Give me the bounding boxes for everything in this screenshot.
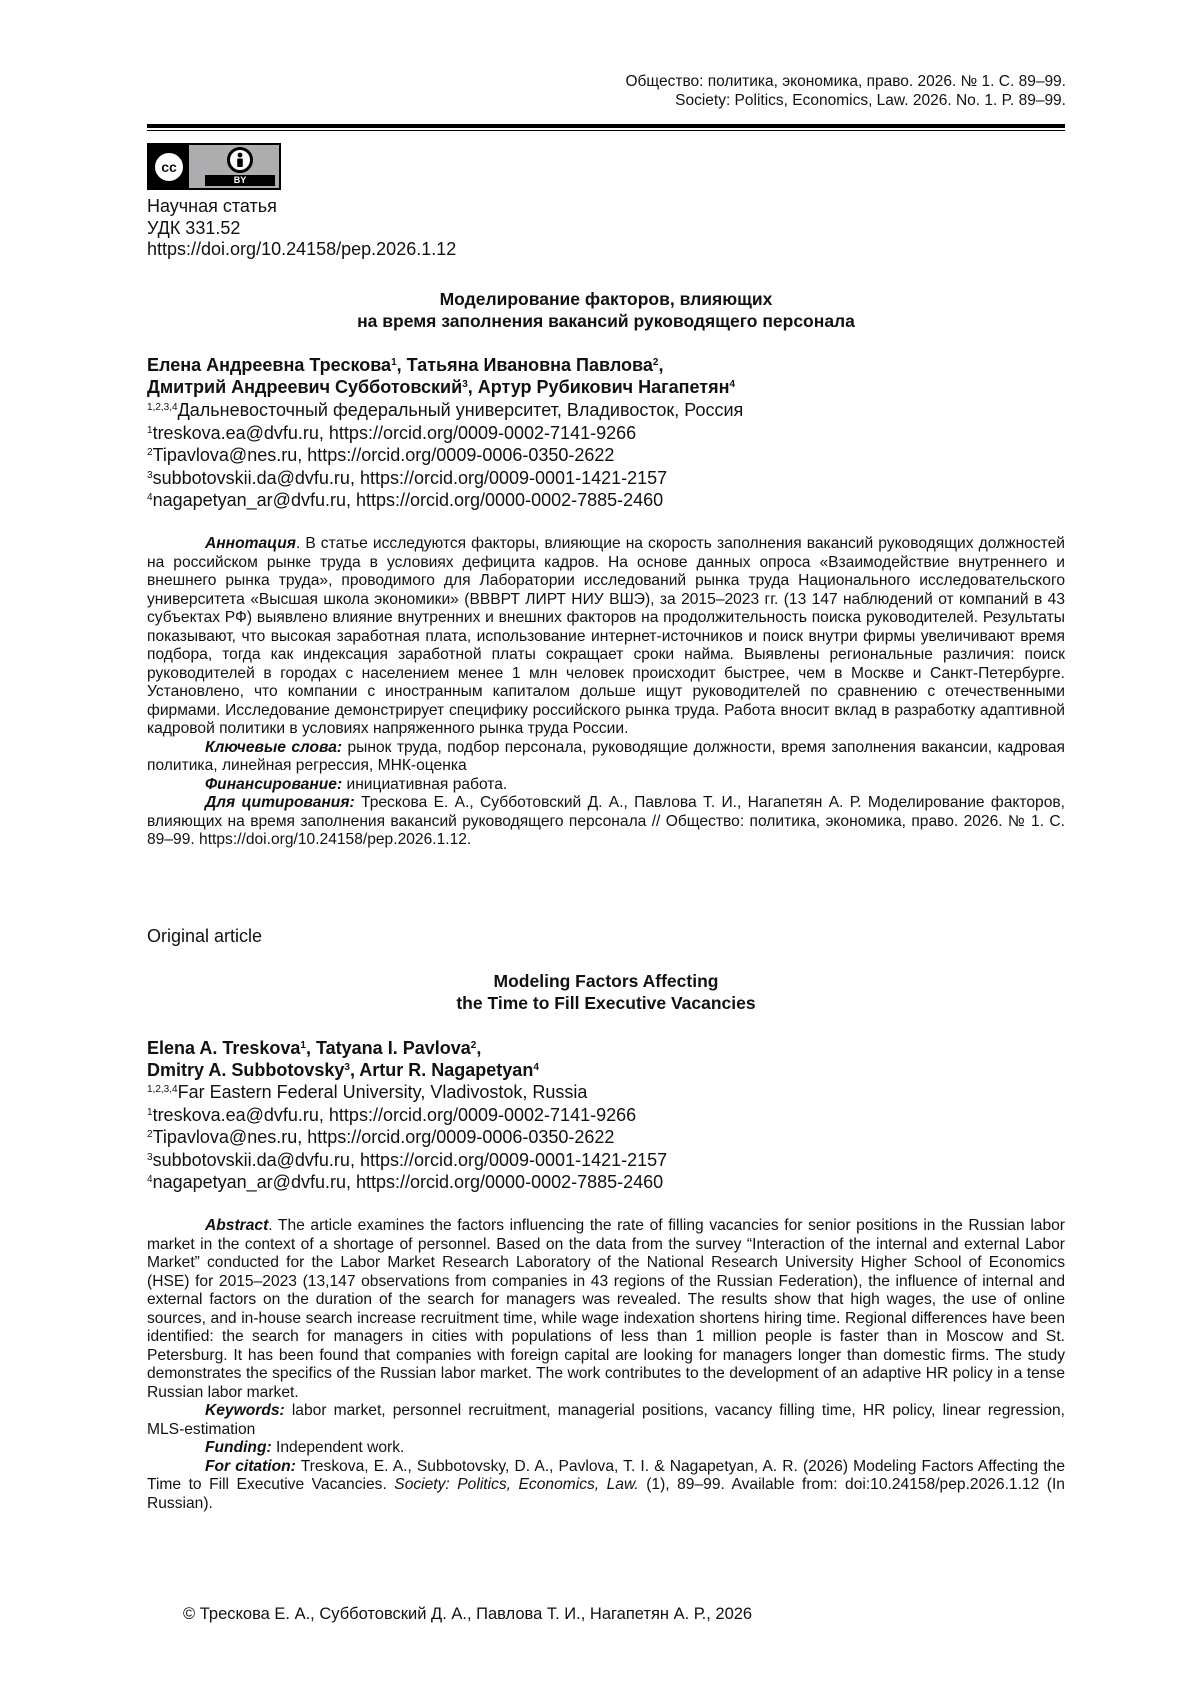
contact-line: [147, 1104, 667, 1127]
author-name: Артур Рубикович Нагапетян: [477, 377, 730, 397]
citation-text-ru: Трескова Е. А., Субботовский Д. А., Павлова Т. И., Нагапетян А. Р. Моделирование факторов, влияющих на время заполнения вакансий руководящего персонала // Общество: политика, экономика, право. 2026. № 1. С. 89–99. https://doi.org/10.24158/pep.2026.1.12.: [147, 794, 1065, 848]
funding-text-ru: инициативная работа.: [342, 775, 508, 793]
contact-sup: 4: [147, 492, 153, 503]
doi-link[interactable]: https://doi.org/10.24158/pep.2026.1.12: [147, 239, 457, 259]
contact-sup: 2: [147, 447, 153, 458]
contact-line: [147, 422, 743, 445]
udc-code: УДК 331.52: [147, 217, 241, 238]
author-sup: 4: [533, 1062, 539, 1073]
header-rule-thin: [147, 130, 1065, 131]
contact-line: [147, 1149, 667, 1172]
attribution-person-icon: [227, 147, 253, 173]
by-label: BY: [205, 175, 275, 186]
title-en-line-1: Modeling Factors Affecting: [493, 971, 719, 991]
authors-en-line-2: Dmitry A. Subbotovsky$^3$, Artur R. Nagapetyan$^4$: [147, 1060, 539, 1080]
contact-text[interactable]: nagapetyan_ar@dvfu.ru, https://orcid.org/0000-0002-7885-2460: [152, 490, 664, 510]
author-sup: 1: [391, 357, 397, 368]
citation-label-en: For citation:: [205, 1457, 296, 1475]
author-name: Dmitry A. Subbotovsky: [147, 1060, 345, 1080]
article-type-en: Original article: [147, 926, 263, 946]
contact-line: [147, 444, 743, 467]
authors-ru: [147, 354, 735, 398]
keywords-label-en: Keywords:: [205, 1402, 285, 1419]
author-sup: 4: [729, 379, 736, 390]
affiliations-en: [147, 1081, 667, 1194]
contact-line: [147, 489, 743, 512]
authors-ru-line-2: Дмитрий Андреевич Субботовский$^3$, Артур Рубикович Нагапетян$^4$: [147, 377, 736, 397]
author-name: Елена Андреевна Трескова: [147, 355, 392, 375]
citation-journal-en: Society: Politics, Economics, Law.: [394, 1476, 639, 1493]
abstract-block-ru: [147, 535, 1065, 850]
funding-label-ru: Финансирование:: [205, 775, 343, 793]
author-name: Elena A. Treskova: [147, 1038, 301, 1058]
keywords-text-ru: рынок труда, подбор персонала, руководящие должности, время заполнения вакансии, кадровая политика, линейная регрессия, МНК-оценка: [147, 738, 1065, 774]
abstract-ru: [147, 535, 1065, 739]
contact-sup: 2: [147, 1129, 153, 1140]
contact-text[interactable]: subbotovskii.da@dvfu.ru, https://orcid.org/0009-0001-1421-2157: [152, 467, 668, 488]
contact-text[interactable]: subbotovskii.da@dvfu.ru, https://orcid.org/0009-0001-1421-2157: [152, 1149, 668, 1170]
abstract-en: [147, 1217, 1065, 1402]
funding-text-en: Independent work.: [271, 1439, 405, 1456]
title-ru-line-2: на время заполнения вакансий руководящего персонала: [357, 311, 855, 331]
citation-text-en-1: Treskova, E. A., Subbotovsky, D. A., Pavlova, T. I. & Nagapetyan, A. R. (2026) Modeling Factors Affecting the Time to Fill Executive Vacancies.: [147, 1457, 1065, 1493]
abstract-text-ru: . В статье исследуются факторы, влияющие на скорость заполнения вакансий руководящих должностей на российском рынке труда в условиях дефицита кадров. На основе данных опроса «Взаимодействие внутреннего и внешнего рынка труда», проводимого для Лаборатории исследований рынка труда Национального исследовательского университета «Высшая школа экономики» (ВВВРТ ЛИРТ НИУ ВШЭ), за 2015–2023 гг. (13 147 наблюдений от компаний в 43 субъектах РФ) выявлено влияние внутренних и внешних факторов на продолжительность поиска руководителей. Результаты показывают, что высокая заработная плата, использование интернет-источников и поиск внутри фирмы увеличивают время подбора, тогда как индексация заработной платы сокращает сроки найма. Выявлены региональные различия: поиск руководителей в городах с населением менее 1 млн человек происходит быстрее, чем в Москве и Санкт-Петербурге. Установлено, что компании с иностранным капиталом дольше ищут руководителей по сравнению с отечественными фирмами. Исследование демонстрирует специфику российского рынка труда. Работа вносит вклад в разработку адаптивной кадровой политики в условиях напряженного рынка труда России.: [147, 535, 1065, 737]
contact-sup: 3: [147, 1151, 153, 1163]
keywords-ru: [147, 739, 1065, 776]
copyright-notice: © Трескова Е. А., Субботовский Д. А., Павлова Т. И., Нагапетян А. Р., 2026: [183, 1605, 753, 1623]
contact-text[interactable]: Tipavlova@nes.ru, https://orcid.org/0009-0006-0350-2622: [152, 1127, 615, 1147]
author-name: Татьяна Ивановна Павлова: [406, 355, 653, 375]
cc-by-license-badge[interactable]: [147, 143, 281, 190]
contact-text[interactable]: nagapetyan_ar@dvfu.ru, https://orcid.org/0000-0002-7885-2460: [152, 1172, 664, 1192]
aff-text: Дальневосточный федеральный университет, Владивосток, Россия: [177, 400, 744, 420]
contact-text[interactable]: treskova.ea@dvfu.ru, https://orcid.org/0009-0002-7141-9266: [152, 1104, 637, 1125]
contact-text[interactable]: treskova.ea@dvfu.ru, https://orcid.org/0009-0002-7141-9266: [152, 422, 637, 443]
abstract-text-en: . The article examines the factors influencing the rate of filling vacancies for senior positions in the Russian labor market in the context of a shortage of personnel. Based on the data from the survey “Interaction of the internal and external Labor Market” conducted for the Labor Market Research Laboratory of the National Research University Higher School of Economics (HSE) for 2015–2023 (13,147 observations from companies in 43 regions of the Russian Federation), the influence of internal and external factors on the duration of the search for managers was revealed. The results show that high wages, the use of online sources, and in-house search increase recruitment time, while wage indexation shortens hiring time. Regional differences have been identified: the search for managers in cities with populations of less than 1 million people is faster than in Moscow and St. Petersburg. It has been found that companies with foreign capital are looking for managers longer than domestic firms. The study demonstrates the specifics of the Russian labor market. The work contributes to the development of an adaptive HR policy in a tense Russian labor market.: [147, 1217, 1065, 1401]
funding-en: [147, 1439, 1065, 1458]
author-sup: 1: [300, 1040, 306, 1051]
contact-line: [147, 1171, 667, 1194]
contact-sup: 1: [147, 1106, 153, 1118]
author-sup: 3: [344, 1062, 350, 1073]
contact-sup: 3: [147, 469, 153, 481]
cc-icon: cc: [152, 150, 186, 184]
authors-ru-line-1: Елена Андреевна Трескова$^1$, Татьяна Ивановна Павлова$^2$,: [147, 355, 664, 375]
article-type-ru: Научная статья: [147, 196, 277, 216]
author-name: Дмитрий Андреевич Субботовский: [147, 377, 463, 397]
contact-sup: 4: [147, 1174, 153, 1185]
contact-text[interactable]: Tipavlova@nes.ru, https://orcid.org/0009-0006-0350-2622: [152, 445, 615, 465]
aff-sup: 1,2,3,4: [147, 1084, 178, 1095]
keywords-label-ru: Ключевые слова:: [205, 738, 343, 756]
author-name: Tatyana I. Pavlova: [316, 1038, 471, 1058]
title-ru-line-1: Моделирование факторов, влияющих: [439, 289, 773, 309]
authors-en: [147, 1037, 539, 1081]
contact-line: [147, 1126, 667, 1149]
keywords-en: [147, 1402, 1065, 1439]
contact-line: [147, 467, 743, 490]
contact-sup: 1: [147, 424, 153, 436]
abstract-label-en: Abstract: [205, 1217, 269, 1234]
affiliations-ru: [147, 399, 743, 512]
keywords-text-en: labor market, personnel recruitment, managerial positions, vacancy filling time, HR policy, linear regression, MLS-estimation: [147, 1402, 1065, 1438]
affiliation-line: [147, 1081, 667, 1104]
citation-en: [147, 1458, 1065, 1514]
author-name: Artur R. Nagapetyan: [359, 1060, 534, 1080]
citation-text-en-2: (1), 89–99. Available from: doi:10.24158/pep.2026.1.12 (In Russian).: [147, 1476, 1065, 1512]
author-sup: 3: [462, 379, 468, 390]
affiliation-line: [147, 399, 743, 422]
article-meta-ru: [147, 196, 456, 261]
header-rule-thick: [147, 124, 1065, 128]
citation-label-ru: Для цитирования:: [205, 794, 355, 811]
aff-text: Far Eastern Federal University, Vladivostok, Russia: [177, 1082, 588, 1102]
journal-ref-en: Society: Politics, Economics, Law. 2026. No. 1. P. 89–99.: [675, 92, 1066, 109]
author-sup: 2: [470, 1040, 477, 1051]
article-title-ru: [147, 288, 1065, 332]
citation-ru: [147, 794, 1065, 850]
article-title-en: [147, 970, 1065, 1014]
funding-label-en: Funding:: [205, 1439, 272, 1456]
title-en-line-2: the Time to Fill Executive Vacancies: [456, 993, 756, 1013]
journal-header: [625, 72, 1066, 110]
aff-sup: 1,2,3,4: [147, 402, 178, 413]
authors-en-line-1: Elena A. Treskova$^1$, Tatyana I. Pavlova$^2$,: [147, 1038, 482, 1058]
abstract-block-en: [147, 1217, 1065, 1513]
funding-ru: [147, 776, 1065, 795]
abstract-label-ru: Аннотация: [205, 535, 296, 552]
journal-ref-ru: Общество: политика, экономика, право. 2026. № 1. С. 89–99.: [625, 73, 1066, 90]
author-sup: 2: [652, 357, 659, 368]
person-glyph-icon: [233, 152, 247, 168]
